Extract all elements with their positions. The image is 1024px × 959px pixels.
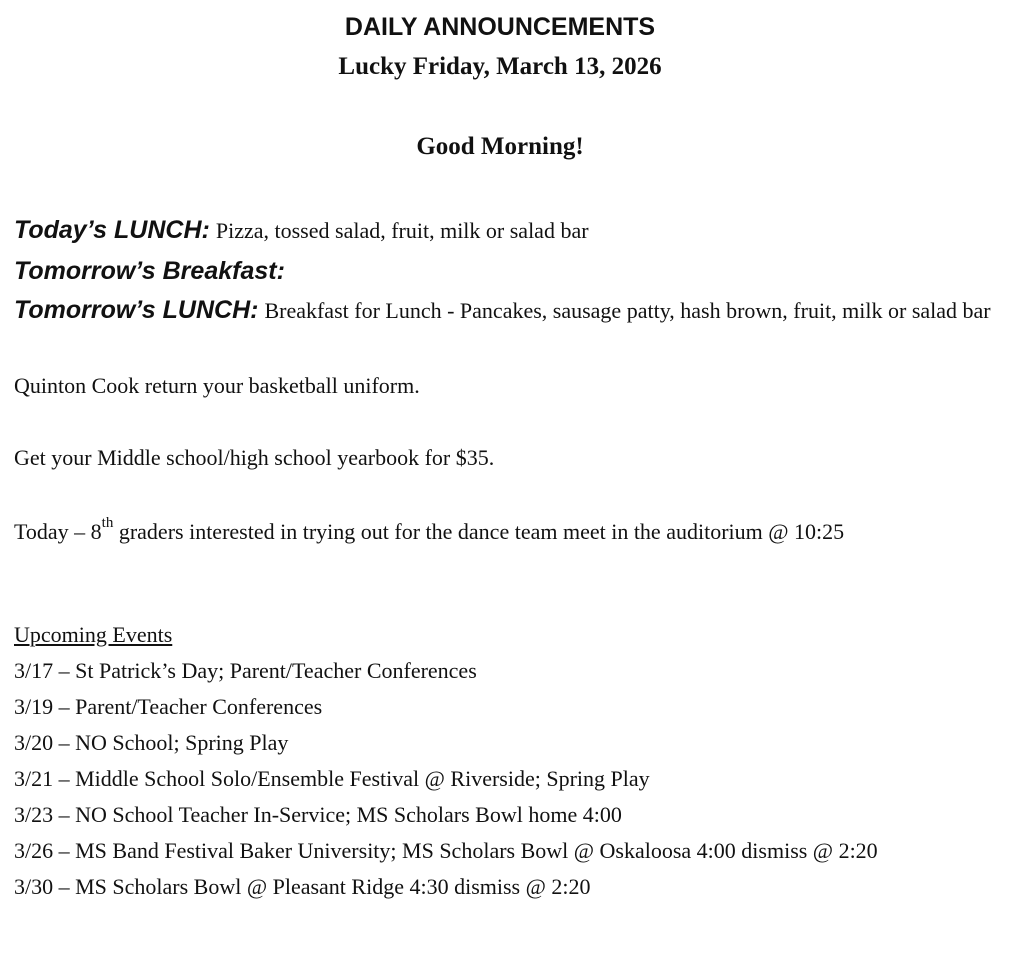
tomorrow-lunch-text: Breakfast for Lunch - Pancakes, sausage patty, hash brown, fruit, milk or salad bar — [264, 298, 991, 323]
document-date: Lucky Friday, March 13, 2026 — [338, 53, 662, 80]
upcoming-events — [14, 617, 1004, 905]
tomorrow-lunch-line — [14, 292, 1004, 329]
event-item: 3/23 – NO School Teacher In-Service; MS Scholars Bowl home 4:00 — [14, 802, 622, 827]
event-item: 3/30 – MS Scholars Bowl @ Pleasant Ridge 4:30 dismiss @ 2:20 — [14, 874, 591, 899]
event-item: 3/21 – Middle School Solo/Ensemble Festival @ Riverside; Spring Play — [14, 766, 650, 791]
uniform-announcement: Quinton Cook return your basketball uniform. — [14, 373, 420, 398]
greeting: Good Morning! — [416, 133, 584, 160]
tomorrow-lunch-label: Tomorrow’s LUNCH: — [14, 296, 259, 324]
yearbook-announcement: Get your Middle school/high school yearbook for $35. — [14, 445, 495, 470]
dance-superscript: th — [101, 514, 114, 531]
today-lunch-label: Today’s LUNCH: — [14, 216, 210, 244]
dance-prefix: Today – 8 — [14, 519, 102, 544]
menu-section — [14, 210, 1004, 329]
dance-announcement — [14, 514, 1004, 547]
event-item: 3/26 – MS Band Festival Baker University; MS Scholars Bowl @ Oskaloosa 4:00 dismiss @ 2:20 — [14, 838, 878, 863]
today-lunch-text: Pizza, tossed salad, fruit, milk or salad bar — [215, 218, 589, 243]
dance-suffix: graders interested in trying out for the dance team meet in the auditorium @ 10:25 — [113, 519, 845, 544]
event-item: 3/20 – NO School; Spring Play — [14, 730, 289, 755]
event-item: 3/17 – St Patrick’s Day; Parent/Teacher Conferences — [14, 658, 477, 683]
today-lunch-line — [14, 210, 1004, 251]
event-item: 3/19 – Parent/Teacher Conferences — [14, 694, 323, 719]
tomorrow-breakfast-label: Tomorrow’s Breakfast: — [14, 257, 285, 285]
announcement-document — [14, 0, 1004, 905]
document-title: DAILY ANNOUNCEMENTS — [344, 13, 656, 41]
events-heading: Upcoming Events — [14, 622, 173, 647]
tomorrow-breakfast-line — [14, 251, 1004, 292]
